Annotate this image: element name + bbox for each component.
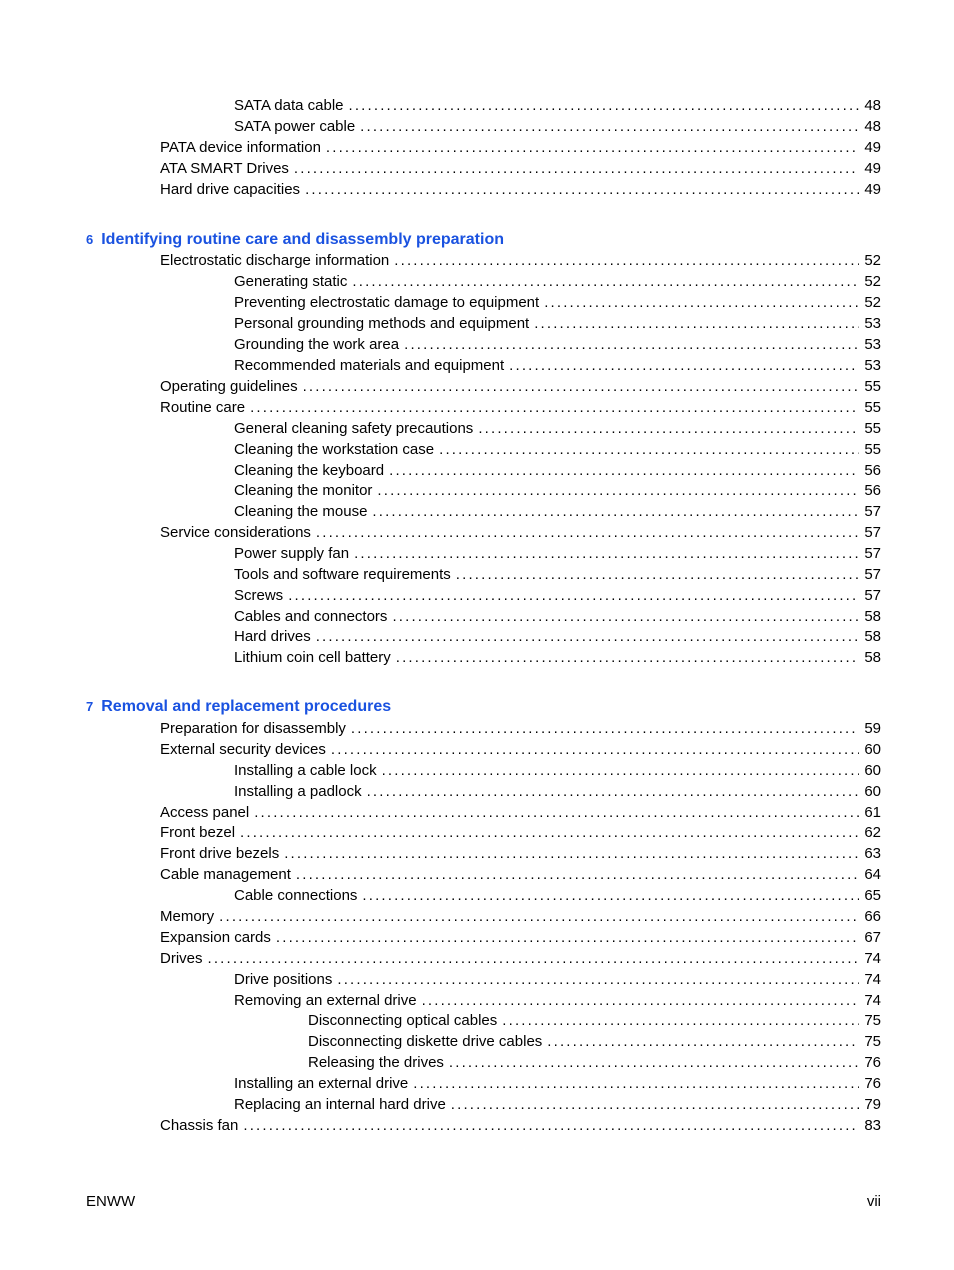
dot-leader bbox=[544, 292, 859, 313]
toc-entry-title: Installing a padlock bbox=[234, 783, 362, 800]
toc-entry[interactable] bbox=[234, 564, 881, 585]
dot-leader bbox=[396, 647, 860, 668]
toc-entry[interactable] bbox=[160, 739, 881, 760]
toc-entry-page: 49 bbox=[864, 160, 881, 177]
dot-leader bbox=[534, 313, 859, 334]
footer-page-number: vii bbox=[866, 1193, 881, 1210]
toc-entry[interactable] bbox=[160, 179, 881, 200]
dot-leader bbox=[337, 969, 859, 990]
toc-entry[interactable] bbox=[234, 585, 881, 606]
toc-entry-title: Installing an external drive bbox=[234, 1075, 409, 1092]
toc-entry[interactable] bbox=[234, 313, 881, 334]
toc-entry-page: 49 bbox=[864, 181, 881, 198]
toc-entry-title: Disconnecting optical cables bbox=[308, 1012, 498, 1029]
toc-entry-title: Releasing the drives bbox=[308, 1054, 444, 1071]
toc-entry[interactable] bbox=[234, 760, 881, 781]
toc-entry[interactable] bbox=[234, 480, 881, 501]
toc-entry-title: Power supply fan bbox=[234, 545, 350, 562]
toc-entry-page: 60 bbox=[864, 762, 881, 779]
dot-leader bbox=[316, 626, 860, 647]
toc-entry-page: 58 bbox=[864, 649, 881, 666]
toc-entry-title: Personal grounding methods and equipment bbox=[234, 315, 530, 332]
toc-entry-page: 67 bbox=[864, 929, 881, 946]
toc-entry[interactable] bbox=[160, 718, 881, 739]
toc-entry-title: Drives bbox=[160, 950, 203, 967]
toc-entry-page: 48 bbox=[864, 97, 881, 114]
toc-entry[interactable] bbox=[160, 522, 881, 543]
dot-leader bbox=[456, 564, 860, 585]
toc-entry-page: 59 bbox=[864, 720, 881, 737]
toc-entry-page: 74 bbox=[864, 971, 881, 988]
toc-entry[interactable] bbox=[234, 969, 881, 990]
toc-entry-title: Lithium coin cell battery bbox=[234, 649, 391, 666]
toc-entry-page: 79 bbox=[864, 1096, 881, 1113]
toc-entry-page: 53 bbox=[864, 315, 881, 332]
footer-doc-id: ENWW bbox=[86, 1193, 136, 1210]
toc-entry-page: 65 bbox=[864, 887, 881, 904]
toc-entry-title: Preventing electrostatic damage to equipment bbox=[234, 294, 540, 311]
toc-entry-page: 60 bbox=[864, 783, 881, 800]
dot-leader bbox=[351, 718, 859, 739]
dot-leader bbox=[367, 781, 860, 802]
toc-entry-page: 66 bbox=[864, 908, 881, 925]
toc-entry-title: External security devices bbox=[160, 741, 326, 758]
toc-entry[interactable] bbox=[234, 439, 881, 460]
toc-entry-page: 57 bbox=[864, 545, 881, 562]
chapter-number: 6 bbox=[86, 232, 94, 247]
dot-leader bbox=[547, 1031, 859, 1052]
toc-entry[interactable] bbox=[234, 1073, 881, 1094]
dot-leader bbox=[451, 1094, 860, 1115]
dot-leader bbox=[240, 822, 859, 843]
toc-entry-page: 58 bbox=[864, 608, 881, 625]
toc-entry-page: 74 bbox=[864, 950, 881, 967]
dot-leader bbox=[360, 116, 859, 137]
toc-entry[interactable] bbox=[160, 822, 881, 843]
toc-entry-page: 53 bbox=[864, 336, 881, 353]
dot-leader bbox=[382, 760, 860, 781]
toc-entry-title: Cleaning the keyboard bbox=[234, 462, 385, 479]
toc-entry[interactable] bbox=[234, 1094, 881, 1115]
toc-entry-page: 63 bbox=[864, 845, 881, 862]
toc-entry-page: 62 bbox=[864, 824, 881, 841]
toc-entry[interactable] bbox=[234, 292, 881, 313]
toc-entry[interactable] bbox=[234, 885, 881, 906]
toc-entry-title: ATA SMART Drives bbox=[160, 160, 289, 177]
toc-entry[interactable] bbox=[234, 418, 881, 439]
toc-entry[interactable] bbox=[234, 781, 881, 802]
toc-entry-title: Cable connections bbox=[234, 887, 358, 904]
toc-entry-title: Hard drive capacities bbox=[160, 181, 301, 198]
toc-entry-title: Cleaning the mouse bbox=[234, 503, 368, 520]
dot-leader bbox=[294, 158, 859, 179]
toc-entry-page: 48 bbox=[864, 118, 881, 135]
toc-entry-page: 55 bbox=[864, 441, 881, 458]
dot-leader bbox=[352, 271, 859, 292]
toc-entry-page: 55 bbox=[864, 378, 881, 395]
toc-entry[interactable] bbox=[160, 250, 881, 271]
dot-leader bbox=[362, 885, 859, 906]
toc-entry[interactable] bbox=[234, 116, 881, 137]
dot-leader bbox=[208, 948, 860, 969]
chapter-title: Removal and replacement procedures bbox=[101, 698, 392, 715]
toc-entry[interactable] bbox=[234, 95, 881, 116]
toc-entry-title: Drive positions bbox=[234, 971, 333, 988]
toc-entry[interactable] bbox=[160, 864, 881, 885]
chapter-heading[interactable] bbox=[86, 696, 391, 718]
toc-entry-page: 57 bbox=[864, 503, 881, 520]
dot-leader bbox=[422, 990, 860, 1011]
toc-entry-title: Service considerations bbox=[160, 524, 311, 541]
toc-entry-title: Cable management bbox=[160, 866, 291, 883]
toc-entry-page: 55 bbox=[864, 420, 881, 437]
toc-entry-title: General cleaning safety precautions bbox=[234, 420, 474, 437]
dot-leader bbox=[392, 606, 859, 627]
toc-entry-page: 52 bbox=[864, 294, 881, 311]
toc-entry-page: 76 bbox=[864, 1054, 881, 1071]
toc-entry[interactable] bbox=[308, 1031, 881, 1052]
toc-entry-page: 64 bbox=[864, 866, 881, 883]
toc-entry-title: Disconnecting diskette drive cables bbox=[308, 1033, 543, 1050]
toc-entry[interactable] bbox=[234, 606, 881, 627]
toc-entry[interactable] bbox=[308, 1010, 881, 1031]
dot-leader bbox=[326, 137, 859, 158]
toc-entry[interactable] bbox=[160, 948, 881, 969]
toc-entry[interactable] bbox=[234, 355, 881, 376]
dot-leader bbox=[305, 179, 859, 200]
toc-entry[interactable] bbox=[234, 334, 881, 355]
toc-entry-page: 55 bbox=[864, 399, 881, 416]
toc-entry[interactable] bbox=[160, 397, 881, 418]
dot-leader bbox=[394, 250, 859, 271]
toc-entry[interactable] bbox=[160, 1115, 881, 1136]
toc-entry[interactable] bbox=[160, 927, 881, 948]
dot-leader bbox=[389, 460, 859, 481]
toc-entry[interactable] bbox=[234, 647, 881, 668]
toc-entry-page: 74 bbox=[864, 992, 881, 1009]
chapter-number: 7 bbox=[86, 699, 94, 714]
toc-entry-page: 56 bbox=[864, 462, 881, 479]
toc-entry-title: SATA data cable bbox=[234, 97, 344, 114]
toc-entry-title: Grounding the work area bbox=[234, 336, 400, 353]
toc-entry-title: Hard drives bbox=[234, 628, 311, 645]
toc-entry-title: Recommended materials and equipment bbox=[234, 357, 505, 374]
toc-entry[interactable] bbox=[308, 1052, 881, 1073]
toc-entry[interactable] bbox=[234, 501, 881, 522]
dot-leader bbox=[288, 585, 859, 606]
dot-leader bbox=[413, 1073, 859, 1094]
toc-entry-title: Replacing an internal hard drive bbox=[234, 1096, 446, 1113]
toc-entry-title: Cleaning the workstation case bbox=[234, 441, 435, 458]
toc-entry[interactable] bbox=[234, 990, 881, 1011]
toc-entry-title: Installing a cable lock bbox=[234, 762, 377, 779]
toc-entry-page: 60 bbox=[864, 741, 881, 758]
dot-leader bbox=[276, 927, 859, 948]
toc-entry[interactable] bbox=[160, 158, 881, 179]
toc-entry-title: Cleaning the monitor bbox=[234, 482, 373, 499]
dot-leader bbox=[296, 864, 859, 885]
toc-entry-page: 58 bbox=[864, 628, 881, 645]
dot-leader bbox=[219, 906, 859, 927]
toc-entry-title: Expansion cards bbox=[160, 929, 271, 946]
toc-entry-page: 76 bbox=[864, 1075, 881, 1092]
toc-entry-page: 75 bbox=[864, 1033, 881, 1050]
toc-entry-title: Operating guidelines bbox=[160, 378, 298, 395]
dot-leader bbox=[354, 543, 859, 564]
toc-entry-title: Memory bbox=[160, 908, 215, 925]
toc-entry[interactable] bbox=[160, 376, 881, 397]
toc-entry-title: SATA power cable bbox=[234, 118, 356, 135]
chapter-title: Identifying routine care and disassembly preparation bbox=[101, 231, 504, 248]
dot-leader bbox=[449, 1052, 859, 1073]
toc-entry-title: Screws bbox=[234, 587, 284, 604]
dot-leader bbox=[372, 501, 859, 522]
dot-leader bbox=[243, 1115, 859, 1136]
dot-leader bbox=[509, 355, 859, 376]
toc-entry-page: 52 bbox=[864, 273, 881, 290]
toc-entry-page: 52 bbox=[864, 252, 881, 269]
toc-entry-title: PATA device information bbox=[160, 139, 321, 156]
dot-leader bbox=[439, 439, 859, 460]
dot-leader bbox=[349, 95, 860, 116]
toc-entry[interactable] bbox=[234, 543, 881, 564]
dot-leader bbox=[478, 418, 859, 439]
toc-entry-page: 57 bbox=[864, 524, 881, 541]
toc-entry-title: Chassis fan bbox=[160, 1117, 239, 1134]
dot-leader bbox=[377, 480, 859, 501]
toc-entry-title: Electrostatic discharge information bbox=[160, 252, 390, 269]
chapter-heading[interactable] bbox=[86, 229, 504, 251]
dot-leader bbox=[284, 843, 859, 864]
toc-entry-page: 83 bbox=[864, 1117, 881, 1134]
dot-leader bbox=[303, 376, 860, 397]
dot-leader bbox=[331, 739, 859, 760]
toc-entry[interactable] bbox=[234, 271, 881, 292]
toc-entry-page: 49 bbox=[864, 139, 881, 156]
toc-entry-page: 53 bbox=[864, 357, 881, 374]
toc-entry-title: Routine care bbox=[160, 399, 246, 416]
toc-entry-page: 56 bbox=[864, 482, 881, 499]
toc-entry-title: Preparation for disassembly bbox=[160, 720, 346, 737]
toc-entry-page: 57 bbox=[864, 587, 881, 604]
toc-entry-title: Removing an external drive bbox=[234, 992, 417, 1009]
dot-leader bbox=[404, 334, 859, 355]
dot-leader bbox=[250, 397, 859, 418]
toc-entry-page: 57 bbox=[864, 566, 881, 583]
dot-leader bbox=[316, 522, 859, 543]
dot-leader bbox=[254, 802, 859, 823]
toc-entry-title: Tools and software requirements bbox=[234, 566, 451, 583]
toc-entry[interactable] bbox=[234, 460, 881, 481]
toc-entry[interactable] bbox=[234, 626, 881, 647]
toc-entry-title: Front bezel bbox=[160, 824, 236, 841]
toc-entry[interactable] bbox=[160, 802, 881, 823]
toc-entry-title: Generating static bbox=[234, 273, 348, 290]
toc-entry-page: 75 bbox=[864, 1012, 881, 1029]
toc-entry[interactable] bbox=[160, 843, 881, 864]
dot-leader bbox=[502, 1010, 859, 1031]
toc-entry-title: Access panel bbox=[160, 804, 250, 821]
toc-entry[interactable] bbox=[160, 906, 881, 927]
toc-entry[interactable] bbox=[160, 137, 881, 158]
toc-entry-title: Front drive bezels bbox=[160, 845, 280, 862]
toc-entry-title: Cables and connectors bbox=[234, 608, 388, 625]
toc-entry-page: 61 bbox=[864, 804, 881, 821]
